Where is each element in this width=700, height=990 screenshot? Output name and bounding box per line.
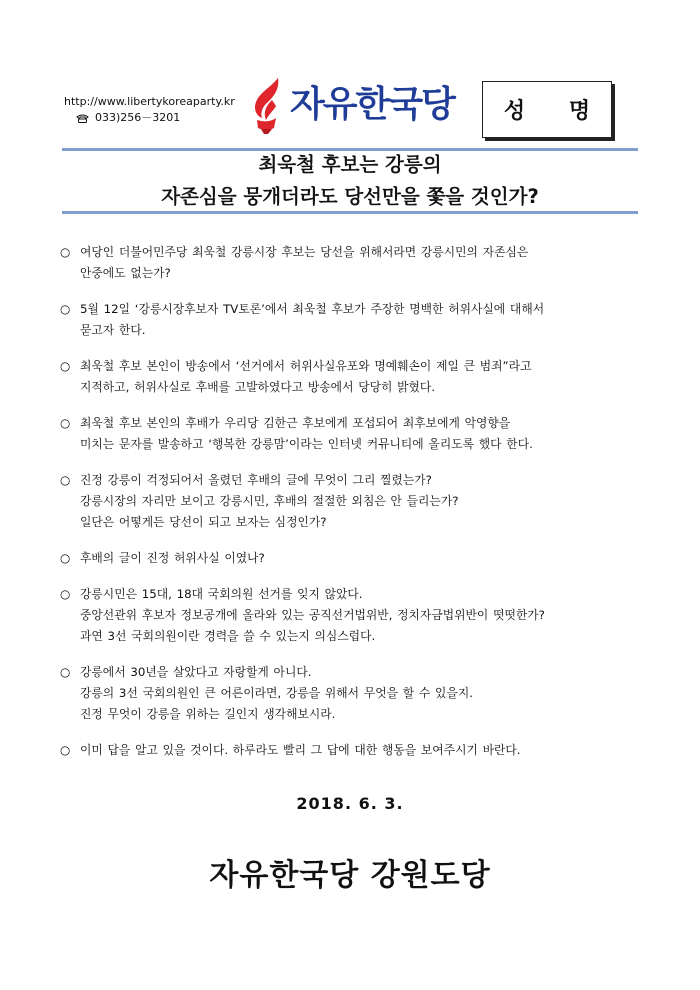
list-item-text: 강릉시민은 15대, 18대 국회의원 선거를 잊지 않았다. 중앙선관위 후보자 정보공개에 올라와 있는 공직선거법위반, 정치자금법위반이 떳떳한가? 과연 3선 국회의원이란 경력을 쓸 수 있는지 의심스럽다. (80, 587, 545, 643)
title-line-2: 자존심을 뭉개더라도 당선만을 쫓을 것인가? (161, 185, 539, 208)
statement-list (60, 242, 650, 761)
bullet-circle: ○ (60, 587, 71, 601)
phone-number: 033)256－3201 (95, 111, 181, 124)
list-item (60, 413, 650, 455)
list-item (60, 740, 650, 761)
contact-info (64, 94, 235, 126)
bullet-circle: ○ (60, 416, 71, 430)
list-item-text: 후배의 글이 진정 허위사실 이였나? (80, 551, 265, 565)
bullet-circle: ○ (60, 473, 71, 487)
telephone-icon (76, 114, 89, 123)
document-type-label: 성 명 (503, 99, 609, 124)
bullet-circle: ○ (60, 743, 71, 757)
list-item-text: 5월 12일 ‘강릉시장후보자 TV토론’에서 최욱철 후보가 주장한 명백한 허위사실에 대해서 묻고자 한다. (80, 302, 545, 337)
logo-wordmark: 자유한국당 (290, 84, 454, 125)
statement-date: 2018. 6. 3. (296, 794, 404, 813)
list-item (60, 356, 650, 398)
list-item (60, 299, 650, 341)
list-item (60, 548, 650, 569)
bullet-circle: ○ (60, 245, 71, 259)
list-item (60, 662, 650, 725)
bullet-circle: ○ (60, 302, 71, 316)
bullet-circle: ○ (60, 359, 71, 373)
phone-line (64, 110, 235, 126)
website-url[interactable]: http://www.libertykoreaparty.kr (64, 95, 235, 108)
issuing-organization: 자유한국당 강원도당 (209, 858, 491, 893)
title-bottom-rule (62, 211, 638, 214)
list-item (60, 470, 650, 533)
bullet-circle: ○ (60, 665, 71, 679)
list-item-text: 이미 답을 알고 있을 것이다. 하루라도 빨리 그 답에 대한 행동을 보여주시기 바란다. (80, 743, 521, 757)
list-item-text: 최욱철 후보 본인이 방송에서 ‘선거에서 허위사실유포와 명예훼손이 제일 큰 범죄”라고 지적하고, 허위사실로 후배를 고발하였다고 방송에서 당당히 밝혔다. (80, 359, 532, 394)
document-type-badge (482, 81, 612, 138)
party-logo (248, 76, 454, 134)
list-item-text: 강릉에서 30년을 살았다고 자랑할게 아니다. 강릉의 3선 국회의원인 큰 어른이라면, 강릉을 위해서 무엇을 할 수 있을지. 진정 무엇이 강릉을 위하는 길인지 생각해보시라. (80, 665, 473, 721)
list-item-text: 진정 강릉이 걱정되어서 올렸던 후배의 글에 무엇이 그리 찔렸는가? 강릉시장의 자리만 보이고 강릉시민, 후배의 절절한 외침은 안 들리는가? 일단은 어떻게든 당선이 되고 보자는 심정인가? (80, 473, 459, 529)
list-item-text: 최욱철 후보 본인의 후배가 우리당 김한근 후보에게 포섭되어 최후보에게 악영향을 미치는 문자를 발송하고 ‘행복한 강릉맘’이라는 인터넷 커뮤니티에 올리도록 했다 한다. (80, 416, 533, 451)
list-item-text: 여당인 더불어민주당 최욱철 강릉시장 후보는 당선을 위해서라면 강릉시민의 자존심은 안중에도 없는가? (80, 245, 529, 280)
list-item (60, 584, 650, 647)
bullet-circle: ○ (60, 551, 71, 565)
torch-flame-icon (248, 76, 288, 134)
title-line-1: 최욱철 후보는 강릉의 (258, 153, 442, 176)
list-item (60, 242, 650, 284)
